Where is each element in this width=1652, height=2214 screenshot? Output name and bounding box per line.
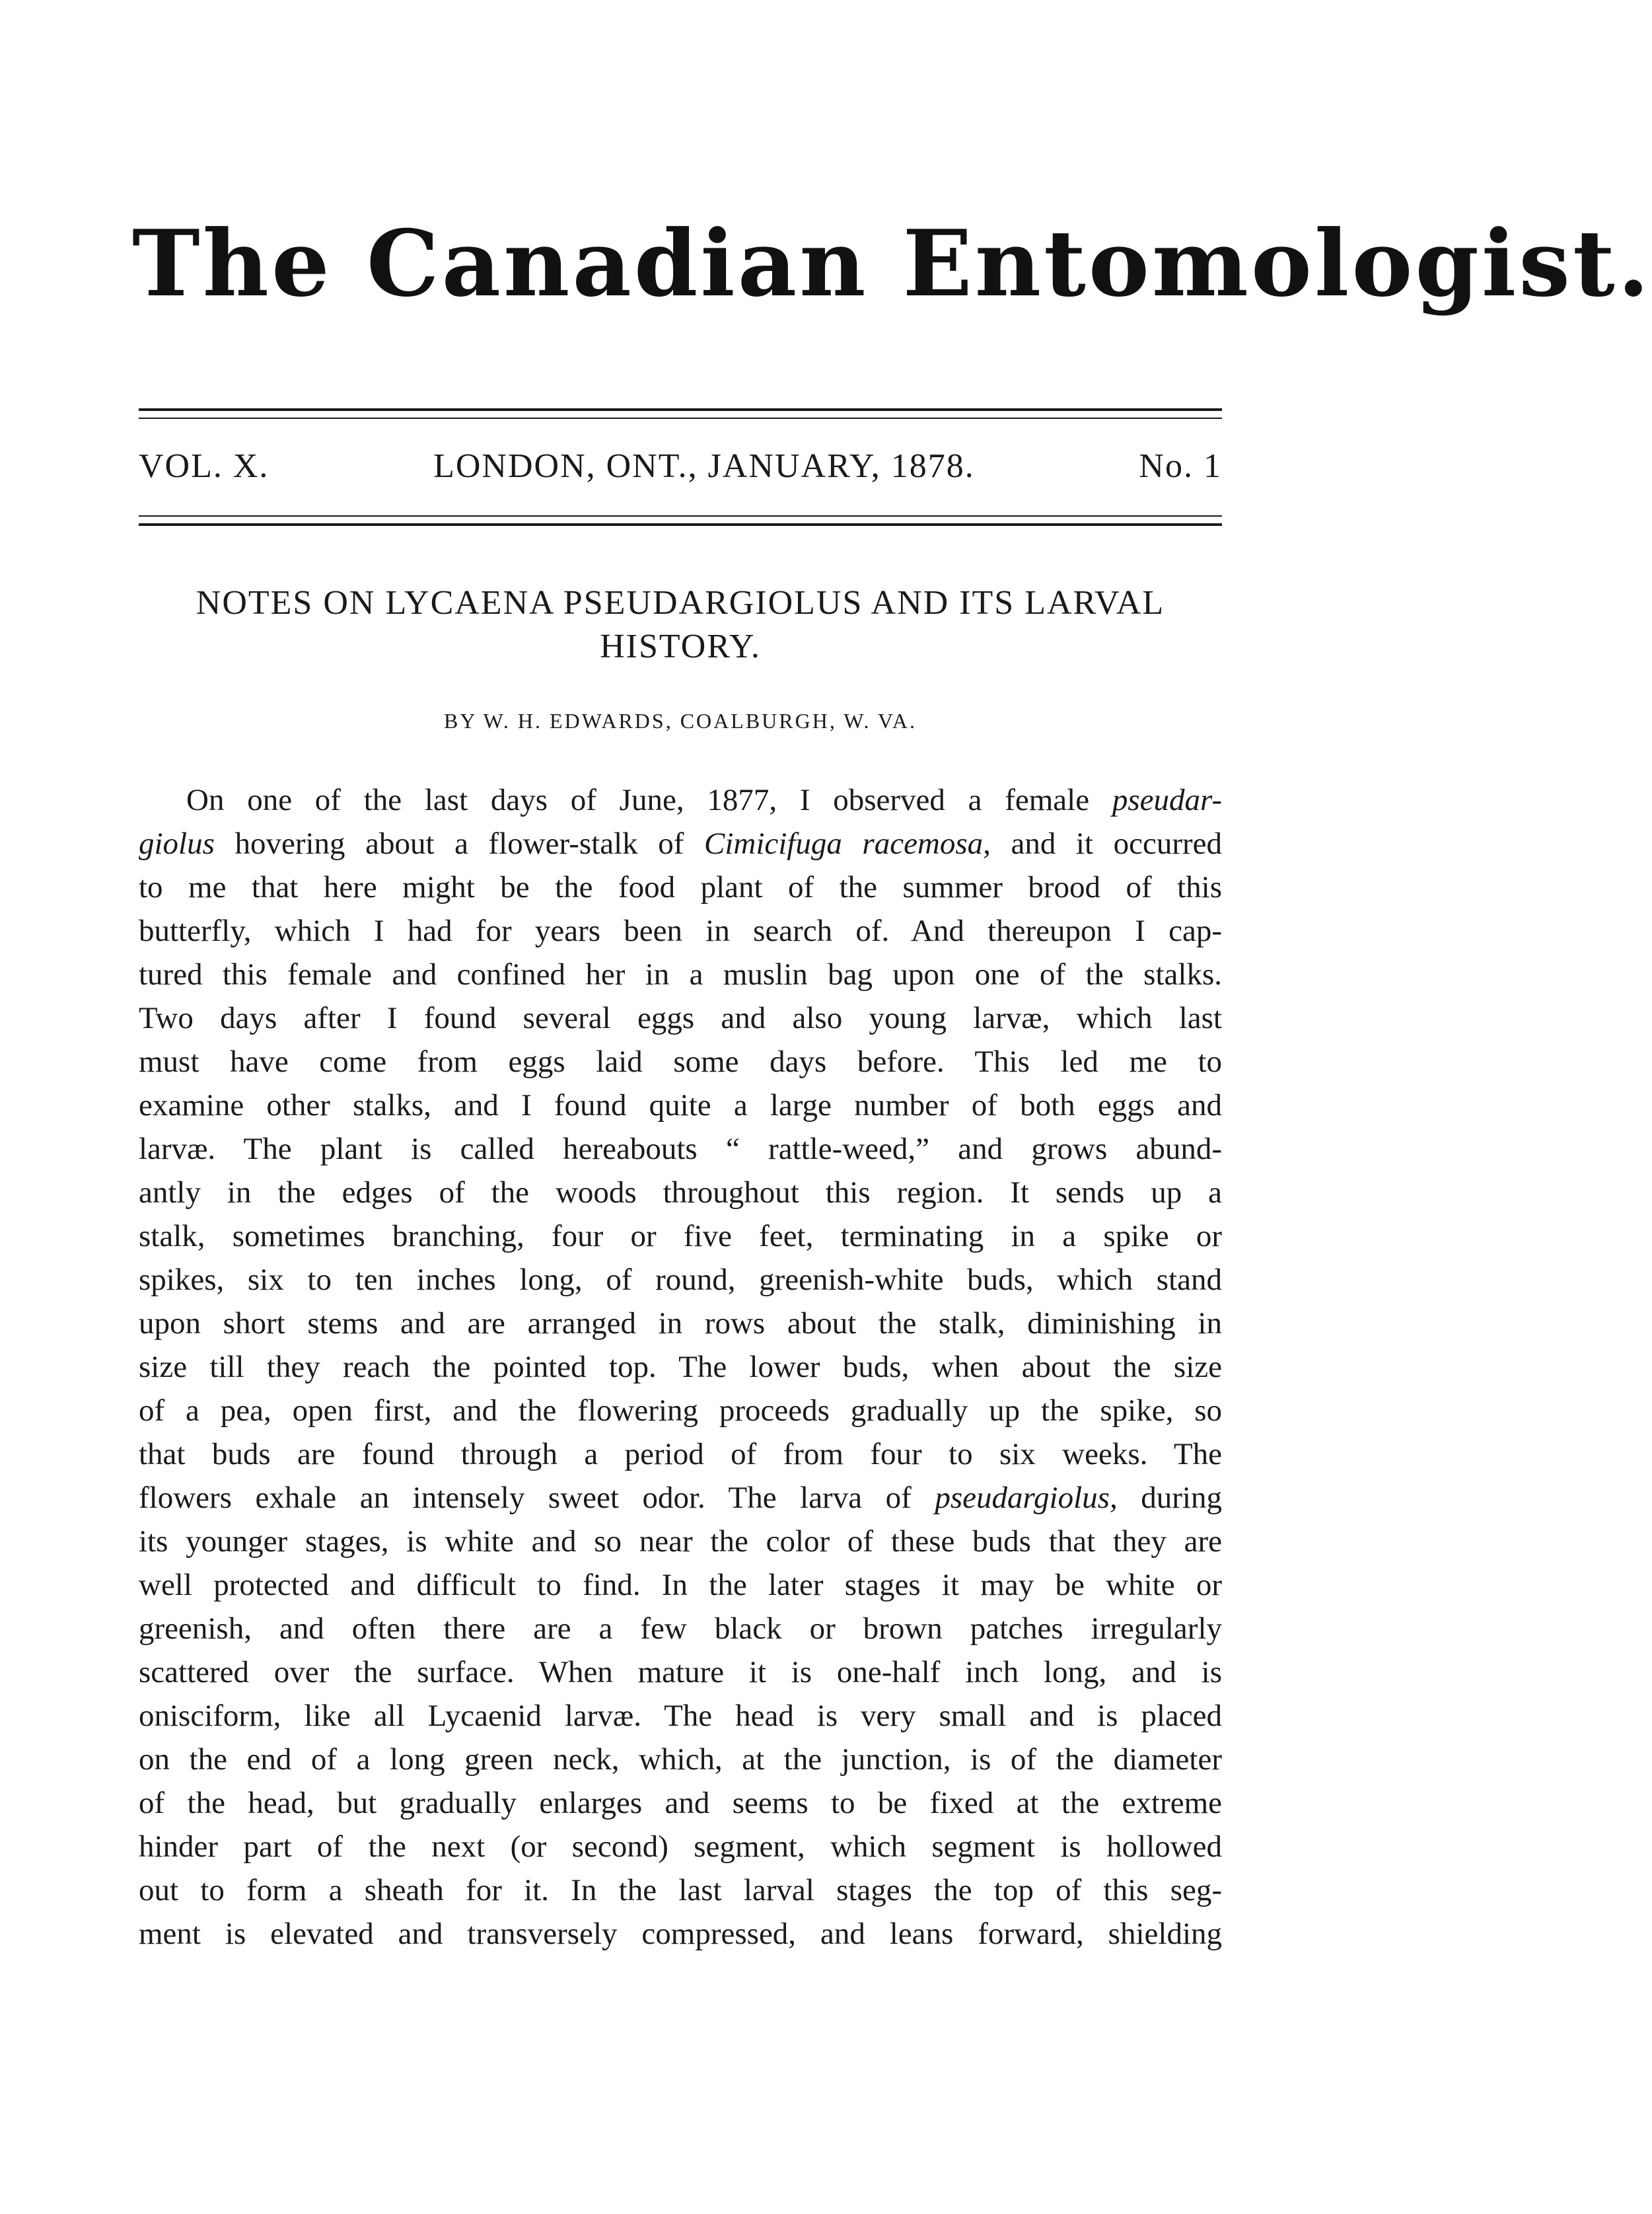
body-line [139, 1650, 1222, 1694]
body-line [139, 1476, 1222, 1520]
body-text-run: antly in the edges of the woods throughout this region. It sends up a [139, 1175, 1222, 1210]
body-text-run: its younger stages, is white and so near the color of these buds that they are [139, 1524, 1222, 1559]
place-date-label: LONDON, ONT., JANUARY, 1878. [433, 447, 975, 485]
body-text-run: ment is elevated and transversely compressed, and leans forward, shielding [139, 1917, 1222, 1951]
body-text-run: of a pea, open first, and the flowering proceeds gradually up the spike, so [139, 1393, 1222, 1428]
body-text-run: hinder part of the next (or second) segment, which segment is hollowed [139, 1829, 1222, 1864]
body-text-run: stalk, sometimes branching, four or five feet, terminating in a spike or [139, 1219, 1222, 1253]
article-title-line-1: NOTES ON LYCAENA PSEUDARGIOLUS AND ITS LARVAL [196, 584, 1165, 622]
body-text-run: onisciform, like all Lycaenid larvæ. The head is very small and is placed [139, 1699, 1222, 1733]
body-line [139, 1912, 1222, 1956]
body-text-run: upon short stems and are arranged in rows about the stalk, diminishing in [139, 1306, 1222, 1341]
article-title [139, 581, 1222, 669]
body-text-run: larvæ. The plant is called hereabouts “ rattle-weed,” and grows abund- [139, 1132, 1222, 1166]
body-line [139, 1563, 1222, 1607]
body-line [139, 1607, 1222, 1650]
body-line [139, 866, 1222, 909]
body-line [139, 1258, 1222, 1302]
body-line [139, 822, 1222, 866]
body-line [139, 1389, 1222, 1432]
volume-label: VOL. X. [139, 447, 269, 485]
body-text-run: flowers exhale an intensely sweet odor. The larva of [139, 1481, 935, 1515]
body-line [139, 1432, 1222, 1476]
body-line [139, 1084, 1222, 1127]
body-text-run: scattered over the surface. When mature it is one-half inch long, and is [139, 1655, 1222, 1689]
journal-masthead: The Canadian Entomologist. [132, 209, 1652, 317]
body-line [139, 1781, 1222, 1825]
body-text-run: hovering about a flower-stalk of [214, 827, 704, 861]
body-line [139, 778, 1222, 822]
body-line [139, 1738, 1222, 1781]
body-line [139, 1868, 1222, 1912]
italic-taxon: giolus [139, 827, 215, 861]
body-text-run: butterfly, which I had for years been in search of. And thereupon I cap- [139, 914, 1222, 948]
body-line [139, 1171, 1222, 1214]
body-text-run: Two days after I found several eggs and also young larvæ, which last [139, 1001, 1222, 1035]
body-line [139, 1127, 1222, 1171]
body-text-run: out to form a sheath for it. In the last larval stages the top of this seg- [139, 1873, 1222, 1907]
body-text-run: of the head, but gradually enlarges and seems to be fixed at the extreme [139, 1786, 1222, 1820]
body-line [139, 996, 1222, 1040]
body-text-run: size till they reach the pointed top. The lower buds, when about the size [139, 1350, 1222, 1384]
article-byline: BY W. H. EDWARDS, COALBURGH, W. VA. [443, 709, 917, 733]
article-title-line-2: HISTORY. [600, 628, 761, 665]
body-line [139, 953, 1222, 996]
body-text-run: during [1117, 1481, 1222, 1515]
body-line [139, 1302, 1222, 1345]
body-text-run: greenish, and often there are a few black or brown patches irregularly [139, 1611, 1222, 1646]
body-text-run: and it occurred [990, 827, 1222, 861]
body-text-run: that buds are found through a period of from four to six weeks. The [139, 1437, 1222, 1471]
italic-taxon: pseudar- [1112, 783, 1222, 817]
body-text-run: on the end of a long green neck, which, at the junction, is of the diameter [139, 1742, 1222, 1777]
body-line [139, 1345, 1222, 1389]
body-text-run: tured this female and confined her in a muslin bag upon one of the stalks. [139, 957, 1222, 992]
body-line [139, 909, 1222, 953]
issue-number-label: No. 1 [1139, 447, 1222, 485]
body-line [139, 1825, 1222, 1868]
body-text-run: to me that here might be the food plant of the summer brood of this [139, 870, 1222, 904]
masthead-rule-top [139, 408, 1222, 419]
masthead-rule-bottom [139, 515, 1222, 526]
body-text-run: spikes, six to ten inches long, of round, greenish-white buds, which stand [139, 1263, 1222, 1297]
issue-line [139, 449, 1222, 484]
article-body [139, 778, 1222, 1956]
body-line [139, 1214, 1222, 1258]
body-line [139, 1520, 1222, 1563]
body-text-run: must have come from eggs laid some days before. This led me to [139, 1045, 1222, 1079]
body-text-run: On one of the last days of June, 1877, I observed a female [186, 783, 1112, 817]
italic-taxon: Cimicifuga racemosa, [703, 827, 991, 861]
body-line [139, 1040, 1222, 1084]
body-text-run: well protected and difficult to find. In the later stages it may be white or [139, 1568, 1222, 1602]
italic-taxon: pseudargiolus, [935, 1481, 1118, 1515]
body-text-run: examine other stalks, and I found quite a large number of both eggs and [139, 1088, 1222, 1123]
body-line [139, 1694, 1222, 1738]
